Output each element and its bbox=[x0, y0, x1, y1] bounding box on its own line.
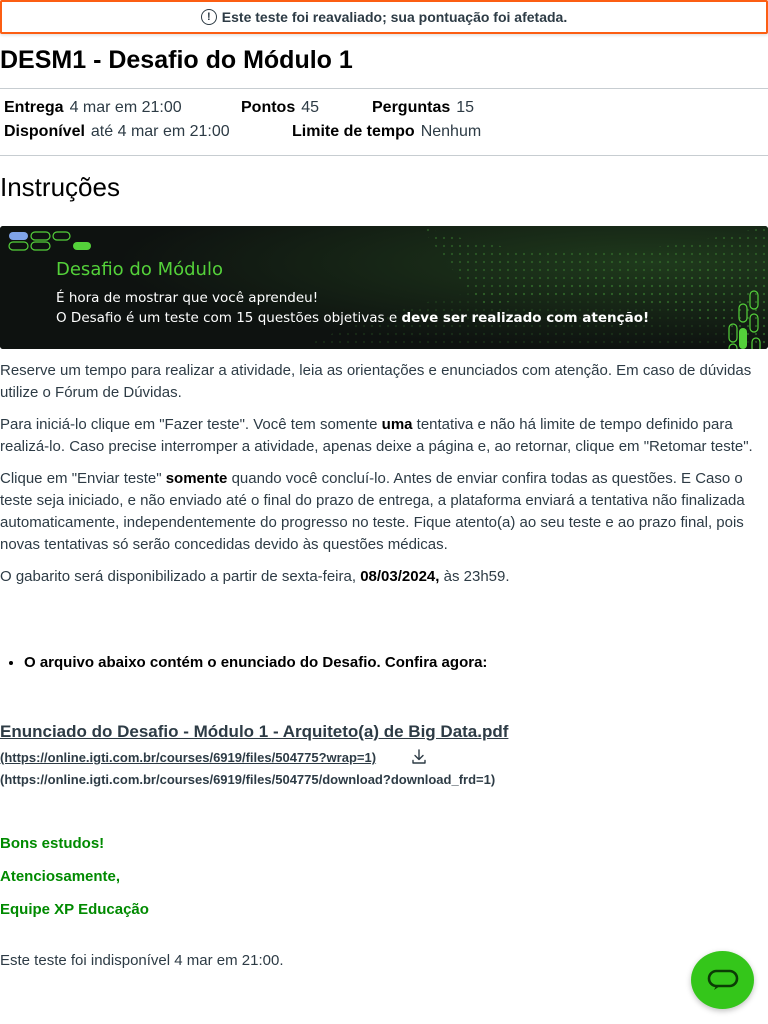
regraded-alert bbox=[0, 0, 768, 34]
banner-description-text: O Desafio é um teste com 15 questões objetivas e bbox=[56, 310, 402, 326]
available-label: Disponível bbox=[4, 123, 85, 140]
closing-good-luck: Bons estudos! bbox=[0, 835, 105, 852]
points-label: Pontos bbox=[241, 99, 296, 116]
challenge-pdf-preview-url[interactable]: (https://online.igti.com.br/courses/6919/files/504775?wrap=1) bbox=[0, 750, 377, 765]
instructions-body bbox=[0, 360, 768, 598]
availability-notice: Este teste foi indisponível 4 mar em 21:00. bbox=[0, 952, 284, 969]
questions-label: Perguntas bbox=[372, 99, 451, 116]
exclamation-circle-icon: ! bbox=[201, 9, 217, 25]
challenge-pdf-download-url[interactable]: (https://online.igti.com.br/courses/6919/files/504775/download?download_frd=1) bbox=[0, 772, 496, 787]
points-value: 45 bbox=[301, 99, 320, 116]
banner-subtitle: É hora de mostrar que você aprendeu! bbox=[56, 290, 319, 306]
file-notice-item: • O arquivo abaixo contém o enunciado do Desafio. Confira agora: bbox=[24, 654, 487, 671]
paragraph-answer-key-text: O gabarito será disponibilizado a partir de sexta-feira, bbox=[0, 568, 361, 585]
available-until bbox=[4, 123, 230, 141]
download-icon[interactable] bbox=[410, 748, 428, 766]
paragraph-submit bbox=[0, 468, 768, 556]
paragraph-start-text-2: tentativa e não há limite de tempo definido para realizá-lo. Caso precise interromper a atividade, apenas deixe a página e, ao retornar, clique em "Retomar teste". bbox=[0, 416, 753, 455]
available-value: até 4 mar em 21:00 bbox=[90, 123, 230, 140]
paragraph-start bbox=[0, 414, 768, 458]
banner-title: Desafio do Módulo bbox=[56, 259, 223, 280]
time-limit bbox=[292, 123, 481, 141]
closing-team: Equipe XP Educação bbox=[0, 901, 149, 918]
paragraph-submit-text-2: quando você concluí-lo. Antes de enviar confira todas as questões. E Caso o teste seja iniciado, e não enviado até o final do prazo de entrega, a plataforma enviará a tentativa não finalizada automaticamente, independentemente do progresso no teste. Fique atento(a) ao seu teste e ao prazo final, pois novas tentativas só serão concedidas devido às questões médicas. bbox=[0, 470, 745, 553]
instructions-heading: Instruções bbox=[0, 172, 120, 202]
due-date bbox=[4, 99, 182, 117]
paragraph-start-text: Para iniciá-lo clique em "Fazer teste". Você tem somente bbox=[0, 416, 382, 433]
paragraph-start-emphasis: uma bbox=[381, 416, 413, 433]
banner-background bbox=[0, 226, 768, 349]
due-date-value: 4 mar em 21:00 bbox=[69, 99, 182, 116]
quiz-details bbox=[0, 88, 768, 156]
questions-value: 15 bbox=[456, 99, 475, 116]
paragraph-submit-text: Clique em "Enviar teste" bbox=[0, 470, 166, 487]
challenge-banner bbox=[0, 226, 768, 349]
time-limit-label: Limite de tempo bbox=[292, 123, 415, 140]
paragraph-answer-key-time: às 23h59. bbox=[439, 568, 510, 585]
alert-text: Este teste foi reavaliado; sua pontuação foi afetada. bbox=[221, 9, 568, 25]
banner-description-emphasis: deve ser realizado com atenção! bbox=[401, 310, 650, 326]
answer-key-date: 08/03/2024, bbox=[360, 568, 440, 585]
questions-count bbox=[372, 99, 474, 117]
banner-description bbox=[56, 310, 649, 326]
due-date-label: Entrega bbox=[4, 99, 64, 116]
chat-button[interactable] bbox=[691, 951, 754, 1009]
closing-regards: Atenciosamente, bbox=[0, 868, 121, 885]
chat-bubble-icon bbox=[707, 968, 739, 992]
paragraph-answer-key bbox=[0, 566, 768, 588]
page-title: DESM1 - Desafio do Módulo 1 bbox=[0, 46, 353, 74]
paragraph-time: Reserve um tempo para realizar a atividade, leia as orientações e enunciados com atenção. Em caso de dúvidas utilize o Fórum de Dúvidas. bbox=[0, 362, 752, 401]
points bbox=[241, 99, 319, 117]
file-notice-list bbox=[0, 654, 487, 671]
paragraph-submit-emphasis: somente bbox=[165, 470, 228, 487]
challenge-pdf-link[interactable]: Enunciado do Desafio - Módulo 1 - Arquiteto(a) de Big Data.pdf bbox=[0, 722, 509, 741]
time-limit-value: Nenhum bbox=[420, 123, 482, 140]
